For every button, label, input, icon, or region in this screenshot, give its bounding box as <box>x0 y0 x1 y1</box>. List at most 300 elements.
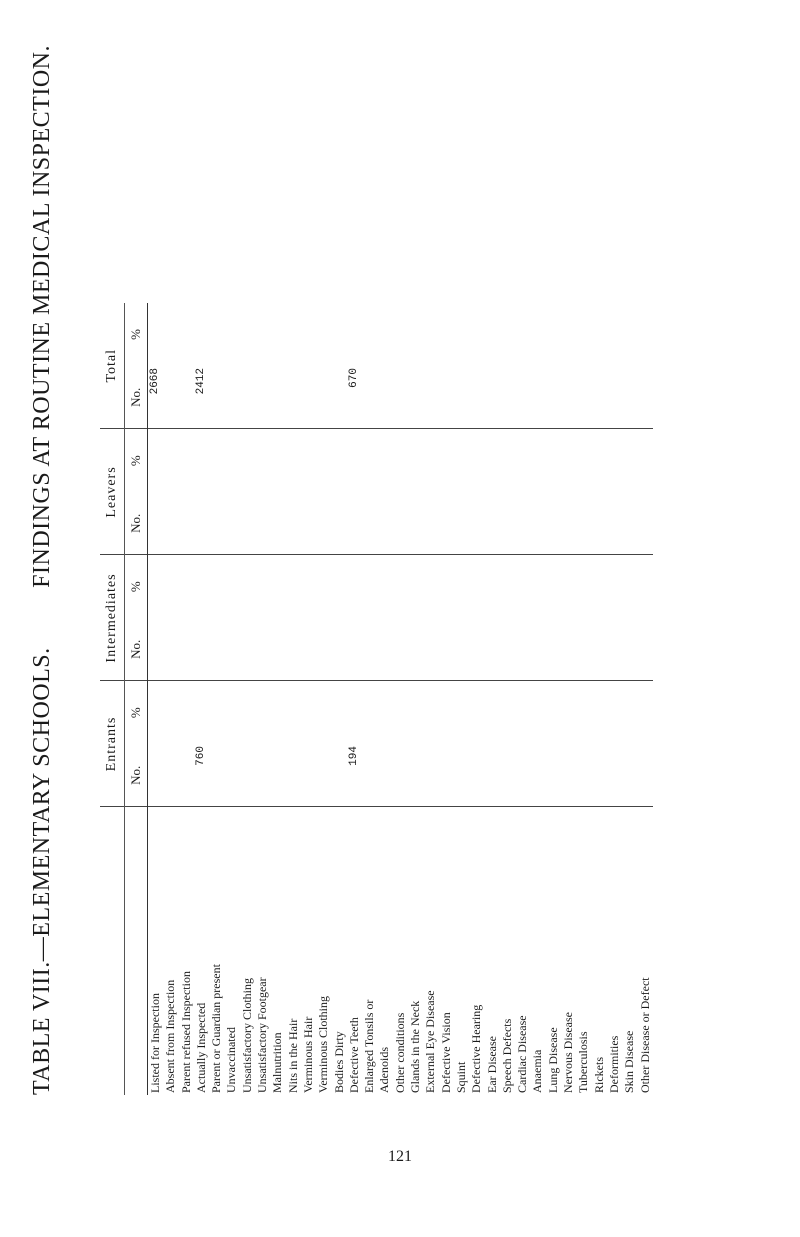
percent-cell <box>607 429 622 492</box>
count-cell <box>469 492 484 555</box>
count-cell <box>179 492 194 555</box>
percent-cell <box>530 429 545 492</box>
count-cell <box>163 366 178 429</box>
percent-cell <box>163 555 178 618</box>
row-label: Cardiac Disease <box>515 1015 530 1093</box>
count-cell <box>576 366 591 429</box>
row-label: Malnutrition <box>270 1032 285 1093</box>
percent-cell <box>622 681 637 744</box>
percent-cell <box>393 555 408 618</box>
count-cell <box>485 618 500 681</box>
count-cell <box>515 744 530 807</box>
percent-cell <box>530 681 545 744</box>
count-cell <box>224 618 239 681</box>
count-cell <box>423 366 438 429</box>
percent-cell <box>561 681 576 744</box>
count-cell <box>301 366 316 429</box>
table-row <box>332 303 347 1095</box>
count-cell <box>163 744 178 807</box>
count-cell <box>454 744 469 807</box>
table-row <box>638 303 653 1095</box>
count-cell <box>561 366 576 429</box>
row-label: Nervous Disease <box>561 1012 576 1093</box>
count-cell <box>454 366 469 429</box>
percent-cell <box>546 555 561 618</box>
percent-cell <box>301 303 316 366</box>
percent-cell <box>485 303 500 366</box>
count-cell <box>255 366 270 429</box>
percent-cell <box>301 681 316 744</box>
percent-cell <box>209 681 224 744</box>
subheader-pct: % <box>125 555 148 618</box>
count-cell <box>546 366 561 429</box>
percent-cell <box>485 429 500 492</box>
row-label: Other Disease or Defect <box>637 977 652 1093</box>
count-cell <box>362 492 377 555</box>
table-row <box>179 303 194 1095</box>
percent-cell <box>592 681 607 744</box>
count-cell <box>546 492 561 555</box>
percent-cell <box>439 555 454 618</box>
percent-cell <box>163 681 178 744</box>
count-cell <box>209 366 224 429</box>
percent-cell <box>439 429 454 492</box>
count-cell <box>439 744 454 807</box>
count-cell <box>255 492 270 555</box>
count-cell <box>622 366 637 429</box>
count-cell <box>454 618 469 681</box>
count-cell <box>500 618 515 681</box>
row-label: Tuberculosis <box>576 1031 591 1093</box>
percent-cell <box>163 429 178 492</box>
percent-cell <box>148 303 164 366</box>
count-cell <box>485 492 500 555</box>
percent-cell <box>408 555 423 618</box>
percent-cell <box>316 303 331 366</box>
count-cell <box>270 492 285 555</box>
findings-table <box>100 303 653 1095</box>
row-label: Parent refused Inspection <box>178 971 193 1093</box>
count-cell <box>515 618 530 681</box>
count-cell <box>362 744 377 807</box>
count-cell <box>607 366 622 429</box>
percent-cell <box>530 303 545 366</box>
count-cell <box>393 492 408 555</box>
count-cell <box>332 492 347 555</box>
table-row <box>393 303 408 1095</box>
percent-cell <box>301 555 316 618</box>
percent-cell <box>485 681 500 744</box>
percent-cell <box>469 429 484 492</box>
count-cell <box>638 744 653 807</box>
percent-cell <box>561 303 576 366</box>
count-cell <box>286 618 301 681</box>
row-label: Unvaccinated <box>224 1027 239 1093</box>
percent-cell <box>469 681 484 744</box>
count-cell <box>638 618 653 681</box>
table-row <box>607 303 622 1095</box>
percent-cell <box>423 303 438 366</box>
table-row <box>255 303 270 1095</box>
row-label: Actually Inspected <box>193 1002 208 1093</box>
percent-cell <box>592 303 607 366</box>
count-cell <box>592 366 607 429</box>
percent-cell <box>454 303 469 366</box>
count-cell <box>500 366 515 429</box>
percent-cell <box>240 681 255 744</box>
count-cell <box>638 492 653 555</box>
percent-cell <box>179 681 194 744</box>
count-cell <box>194 618 209 681</box>
count-cell <box>270 618 285 681</box>
count-cell <box>607 492 622 555</box>
percent-cell <box>209 429 224 492</box>
table-row <box>316 303 331 1095</box>
count-cell <box>148 618 164 681</box>
row-label: Lung Disease <box>545 1027 560 1093</box>
count-cell <box>622 744 637 807</box>
percent-cell <box>362 681 377 744</box>
percent-cell <box>286 303 301 366</box>
count-cell <box>255 744 270 807</box>
count-cell <box>393 744 408 807</box>
percent-cell <box>270 555 285 618</box>
subheader-pct: % <box>125 681 148 744</box>
percent-cell <box>148 429 164 492</box>
percent-cell <box>332 555 347 618</box>
count-cell <box>408 618 423 681</box>
count-cell <box>148 744 164 807</box>
percent-cell <box>316 681 331 744</box>
percent-cell <box>377 303 392 366</box>
count-cell <box>362 618 377 681</box>
count-cell <box>530 618 545 681</box>
percent-cell <box>347 555 362 618</box>
count-cell <box>485 744 500 807</box>
percent-cell <box>439 681 454 744</box>
count-cell <box>638 366 653 429</box>
percent-cell <box>179 555 194 618</box>
percent-cell <box>148 681 164 744</box>
count-cell <box>148 492 164 555</box>
table-row <box>286 303 301 1095</box>
percent-cell <box>515 681 530 744</box>
count-cell <box>316 492 331 555</box>
count-cell <box>561 492 576 555</box>
corner-cell <box>100 807 125 1095</box>
percent-cell <box>408 681 423 744</box>
percent-cell <box>485 555 500 618</box>
count-cell <box>163 492 178 555</box>
count-cell <box>500 744 515 807</box>
percent-cell <box>454 429 469 492</box>
percent-cell <box>454 555 469 618</box>
row-label: Ear Disease <box>484 1036 499 1093</box>
percent-cell <box>500 429 515 492</box>
percent-cell <box>240 429 255 492</box>
count-cell: 760 <box>194 744 209 807</box>
count-cell <box>576 744 591 807</box>
page-number: 121 <box>388 1148 412 1165</box>
count-cell <box>224 366 239 429</box>
group-entrants: Entrants <box>100 681 125 807</box>
percent-cell <box>377 681 392 744</box>
count-cell <box>224 744 239 807</box>
percent-cell <box>270 303 285 366</box>
table-row <box>576 303 591 1095</box>
count-cell <box>316 366 331 429</box>
table-row <box>530 303 545 1095</box>
count-cell <box>530 492 545 555</box>
count-cell <box>530 366 545 429</box>
group-header-row <box>100 303 125 1095</box>
count-cell <box>423 618 438 681</box>
percent-cell <box>209 303 224 366</box>
table-row <box>469 303 484 1095</box>
row-label: Bodies Dirty <box>331 1031 346 1093</box>
count-cell <box>240 366 255 429</box>
count-cell <box>561 744 576 807</box>
percent-cell <box>347 681 362 744</box>
count-cell <box>270 366 285 429</box>
table-row <box>454 303 469 1095</box>
row-label: Verminous Clothing <box>316 995 331 1093</box>
percent-cell <box>255 681 270 744</box>
count-cell <box>209 492 224 555</box>
percent-cell <box>561 555 576 618</box>
subheader-no: No. <box>125 492 148 555</box>
count-cell <box>163 618 178 681</box>
percent-cell <box>638 303 653 366</box>
percent-cell <box>500 555 515 618</box>
percent-cell <box>622 555 637 618</box>
percent-cell <box>423 555 438 618</box>
percent-cell <box>347 429 362 492</box>
percent-cell <box>194 303 209 366</box>
percent-cell <box>576 681 591 744</box>
percent-cell <box>607 303 622 366</box>
count-cell <box>439 618 454 681</box>
row-label: Enlarged Tonsils or <box>362 999 377 1093</box>
percent-cell <box>332 681 347 744</box>
count-cell <box>332 618 347 681</box>
subheader-pct: % <box>125 429 148 492</box>
percent-cell <box>592 429 607 492</box>
count-cell <box>316 744 331 807</box>
count-cell: 2668 <box>148 366 164 429</box>
row-label: Unsatisfactory Clothing <box>239 978 254 1093</box>
percent-cell <box>362 303 377 366</box>
table-row <box>408 303 423 1095</box>
percent-cell <box>255 555 270 618</box>
count-cell <box>240 618 255 681</box>
row-label: Squint <box>453 1061 468 1093</box>
count-cell <box>469 618 484 681</box>
percent-cell <box>194 681 209 744</box>
percent-cell <box>393 429 408 492</box>
count-cell <box>286 744 301 807</box>
count-cell <box>179 744 194 807</box>
percent-cell <box>316 555 331 618</box>
percent-cell <box>393 303 408 366</box>
count-cell <box>485 366 500 429</box>
group-intermediates: Intermediates <box>100 555 125 681</box>
percent-cell <box>332 429 347 492</box>
count-cell <box>592 618 607 681</box>
count-cell <box>546 618 561 681</box>
table-row <box>561 303 576 1095</box>
percent-cell <box>286 555 301 618</box>
table-row <box>439 303 454 1095</box>
count-cell <box>423 744 438 807</box>
percent-cell <box>607 681 622 744</box>
count-cell <box>561 618 576 681</box>
percent-cell <box>530 555 545 618</box>
count-cell <box>179 366 194 429</box>
percent-cell <box>301 429 316 492</box>
count-cell <box>240 744 255 807</box>
row-label: Absent from Inspection <box>163 979 178 1093</box>
count-cell <box>377 618 392 681</box>
percent-cell <box>622 303 637 366</box>
count-cell <box>224 492 239 555</box>
percent-cell <box>469 555 484 618</box>
percent-cell <box>423 429 438 492</box>
table-row <box>592 303 607 1095</box>
group-total: Total <box>100 303 125 429</box>
count-cell <box>286 492 301 555</box>
percent-cell <box>638 429 653 492</box>
table-row <box>515 303 530 1095</box>
count-cell <box>530 744 545 807</box>
count-cell <box>622 618 637 681</box>
percent-cell <box>148 555 164 618</box>
count-cell <box>592 492 607 555</box>
percent-cell <box>332 303 347 366</box>
sub-header-row <box>125 303 148 1095</box>
percent-cell <box>240 555 255 618</box>
percent-cell <box>377 555 392 618</box>
count-cell <box>377 366 392 429</box>
count-cell <box>546 744 561 807</box>
count-cell: 670 <box>347 366 362 429</box>
percent-cell <box>255 429 270 492</box>
percent-cell <box>546 429 561 492</box>
count-cell: 2412 <box>194 366 209 429</box>
count-cell <box>607 618 622 681</box>
row-label: Defective Hearing <box>469 1004 484 1093</box>
count-cell <box>347 492 362 555</box>
percent-cell <box>515 555 530 618</box>
count-cell <box>179 618 194 681</box>
count-cell <box>408 366 423 429</box>
percent-cell <box>500 303 515 366</box>
count-cell <box>408 744 423 807</box>
subheader-no: No. <box>125 618 148 681</box>
row-label: Adenoids <box>377 1047 392 1093</box>
percent-cell <box>194 555 209 618</box>
count-cell: 194 <box>347 744 362 807</box>
percent-cell <box>286 429 301 492</box>
percent-cell <box>500 681 515 744</box>
count-cell <box>423 492 438 555</box>
count-cell <box>209 744 224 807</box>
percent-cell <box>362 429 377 492</box>
percent-cell <box>622 429 637 492</box>
table-row <box>224 303 239 1095</box>
count-cell <box>347 618 362 681</box>
percent-cell <box>439 303 454 366</box>
percent-cell <box>286 681 301 744</box>
count-cell <box>408 492 423 555</box>
row-label: Speech Defects <box>499 1018 514 1093</box>
count-cell <box>240 492 255 555</box>
row-label: Listed for Inspection <box>148 993 162 1093</box>
percent-cell <box>255 303 270 366</box>
percent-cell <box>454 681 469 744</box>
row-label: Anaemia <box>530 1049 545 1093</box>
percent-cell <box>179 303 194 366</box>
subheader-no: No. <box>125 366 148 429</box>
count-cell <box>301 492 316 555</box>
table-row <box>301 303 316 1095</box>
title-right: FINDINGS AT ROUTINE MEDICAL INSPECTION. <box>28 45 55 588</box>
percent-cell <box>224 303 239 366</box>
count-cell <box>377 492 392 555</box>
percent-cell <box>224 681 239 744</box>
subheader-pct: % <box>125 303 148 366</box>
count-cell <box>607 744 622 807</box>
percent-cell <box>163 303 178 366</box>
percent-cell <box>592 555 607 618</box>
row-label: Verminous Hair <box>300 1016 315 1093</box>
percent-cell <box>377 429 392 492</box>
count-cell <box>377 744 392 807</box>
percent-cell <box>408 429 423 492</box>
table-row <box>270 303 285 1095</box>
percent-cell <box>179 429 194 492</box>
percent-cell <box>576 555 591 618</box>
count-cell <box>194 492 209 555</box>
table-row <box>485 303 500 1095</box>
table-row <box>240 303 255 1095</box>
table-row <box>347 303 362 1095</box>
subheader-no: No. <box>125 744 148 807</box>
table-row <box>194 303 209 1095</box>
count-cell <box>469 366 484 429</box>
count-cell <box>270 744 285 807</box>
count-cell <box>316 618 331 681</box>
row-label: Defective Teeth <box>346 1017 361 1093</box>
corner-cell-sub <box>125 807 148 1095</box>
row-label: External Eye Disease <box>423 990 438 1093</box>
percent-cell <box>638 555 653 618</box>
row-label: Other conditions <box>392 1012 407 1093</box>
table-row <box>209 303 224 1095</box>
group-leavers: Leavers <box>100 429 125 555</box>
table-row <box>362 303 377 1095</box>
count-cell <box>500 492 515 555</box>
count-cell <box>362 366 377 429</box>
percent-cell <box>209 555 224 618</box>
percent-cell <box>546 681 561 744</box>
table-row <box>163 303 178 1095</box>
percent-cell <box>423 681 438 744</box>
row-label: Defective Vision <box>438 1012 453 1093</box>
table-row <box>377 303 392 1095</box>
count-cell <box>209 618 224 681</box>
percent-cell <box>240 303 255 366</box>
